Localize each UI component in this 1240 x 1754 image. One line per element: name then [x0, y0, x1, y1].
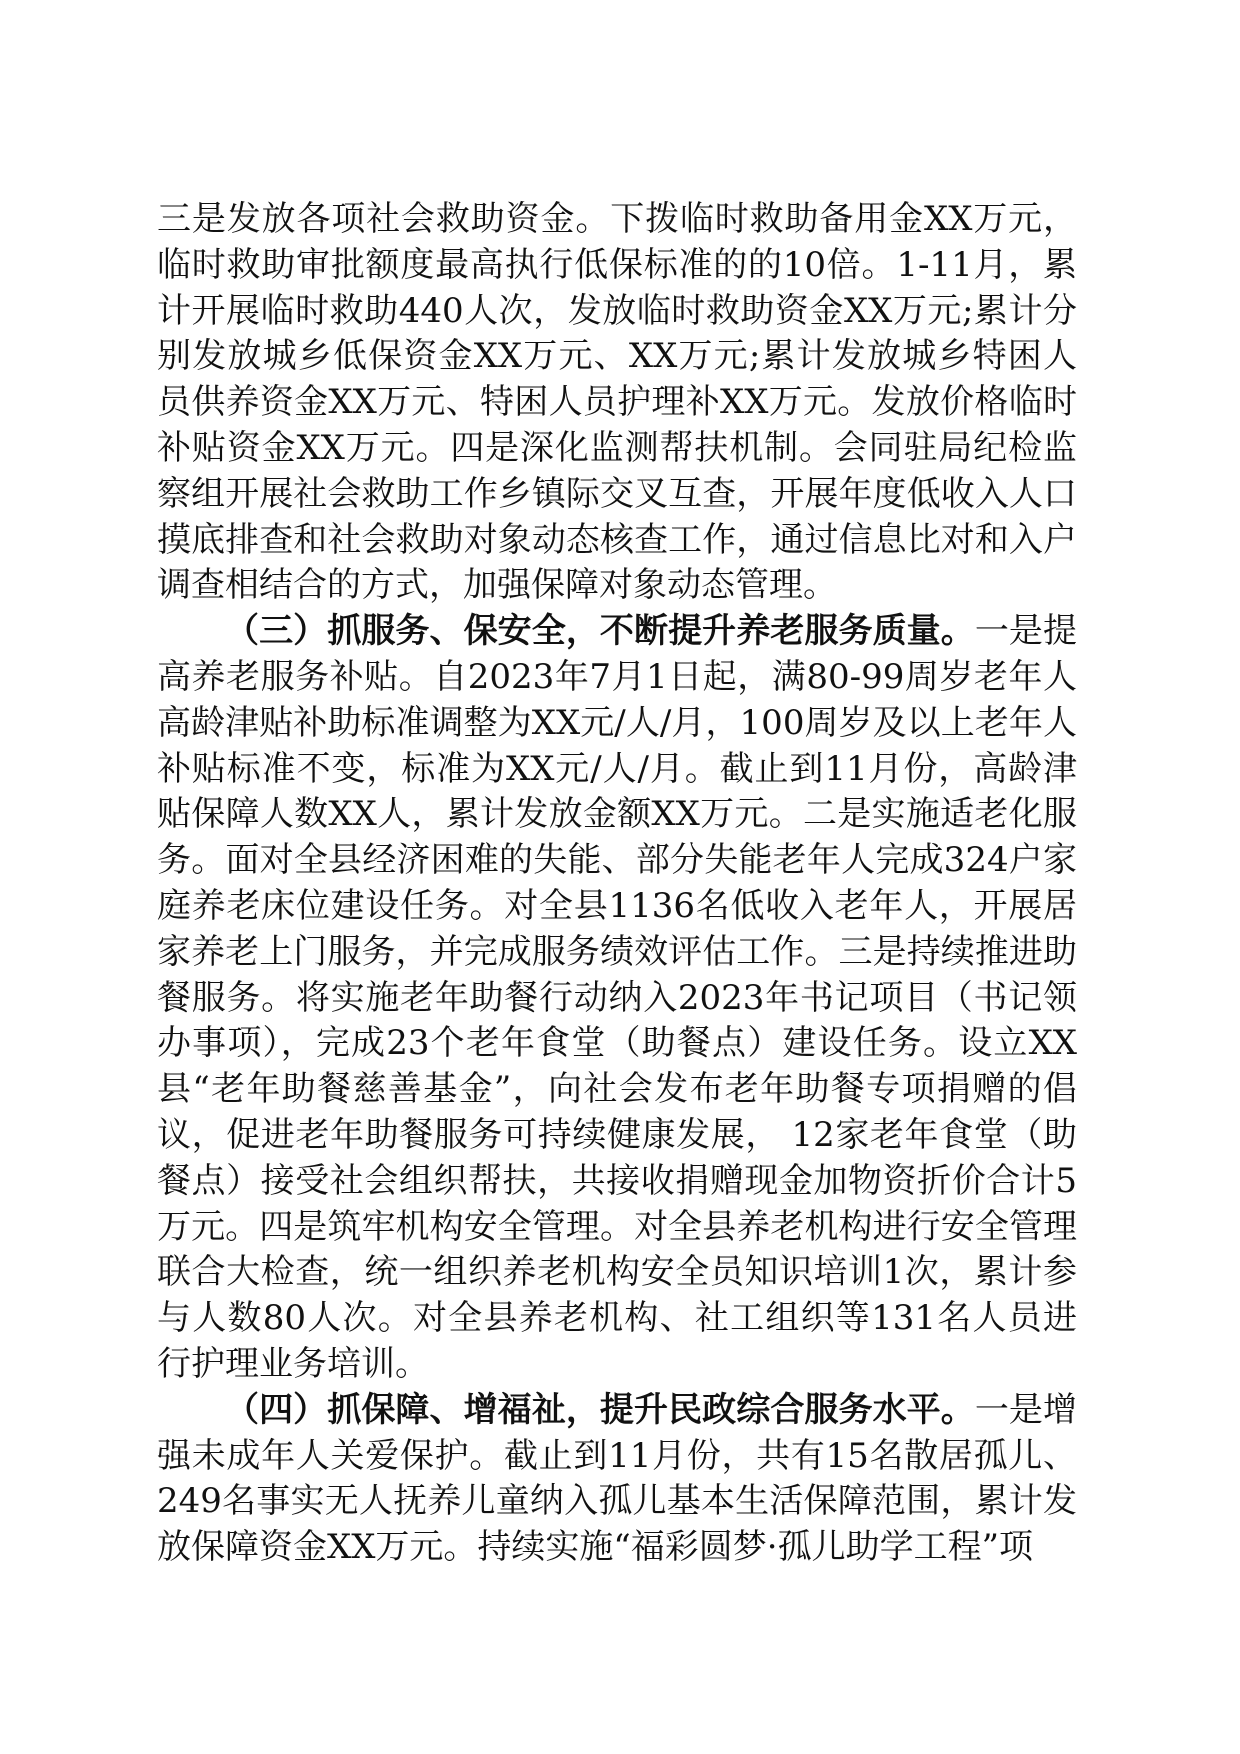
paragraph-civil-affairs [157, 1388, 1077, 1571]
paragraph-elderly-services [157, 609, 1077, 1388]
document-body [157, 197, 1077, 1571]
section-heading-3: （三）抓服务、保安全，不断提升养老服务质量。 [225, 611, 975, 652]
paragraph-text: 一是增强未成年人关爱保护。截止到11月份，共有15名散居孤儿、249名事实无人抚养儿童纳入孤儿基本生活保障范围，累计发放保障资金XX万元。持续实施“福彩圆梦·孤儿助学工程”项 [157, 1389, 1078, 1568]
paragraph-text: 三是发放各项社会救助资金。下拨临时救助备用金XX万元，临时救助审批额度最高执行低保标准的的10倍。1-11月，累计开展临时救助440人次，发放临时救助资金XX万元;累计分别发放城乡低保资金XX万元、XX万元;累计发放城乡特困人员供养资金XX万元、特困人员护理补XX万元。发放价格临时补贴资金XX万元。四是深化监测帮扶机制。会同驻局纪检监察组开展社会救助工作乡镇际交叉互查，开展年度低收入人口摸底排查和社会救助对象动态核查工作，通过信息比对和入户调查相结合的方式，加强保障对象动态管理。 [157, 199, 1077, 606]
paragraph-text: 一是提高养老服务补贴。自2023年7月1日起，满80-99周岁老年人高龄津贴补助标准调整为XX元/人/月，100周岁及以上老年人补贴标准不变，标准为XX元/人/月。截止到11月份，高龄津贴保障人数XX人，累计发放金额XX万元。二是实施适老化服务。面对全县经济困难的失能、部分失能老年人完成324户家庭养老床位建设任务。对全县1136名低收入老年人，开展居家养老上门服务，并完成服务绩效评估工作。三是持续推进助餐服务。将实施老年助餐行动纳入2023年书记项目（书记领办事项），完成23个老年食堂（助餐点）建设任务。设立XX县“老年助餐慈善基金”，向社会发布老年助餐专项捐赠的倡议，促进老年助餐服务可持续健康发展， 12家老年食堂（助餐点）接受社会组织帮扶，共接收捐赠现金加物资折价合计5万元。四是筑牢机构安全管理。对全县养老机构进行安全管理联合大检查，统一组织养老机构安全员知识培训1次，累计参与人数80人次。对全县养老机构、社工组织等131名人员进行护理业务培训。 [157, 611, 1078, 1384]
paragraph-social-assistance [157, 197, 1077, 609]
section-heading-4: （四）抓保障、增福祉，提升民政综合服务水平。 [225, 1389, 975, 1430]
